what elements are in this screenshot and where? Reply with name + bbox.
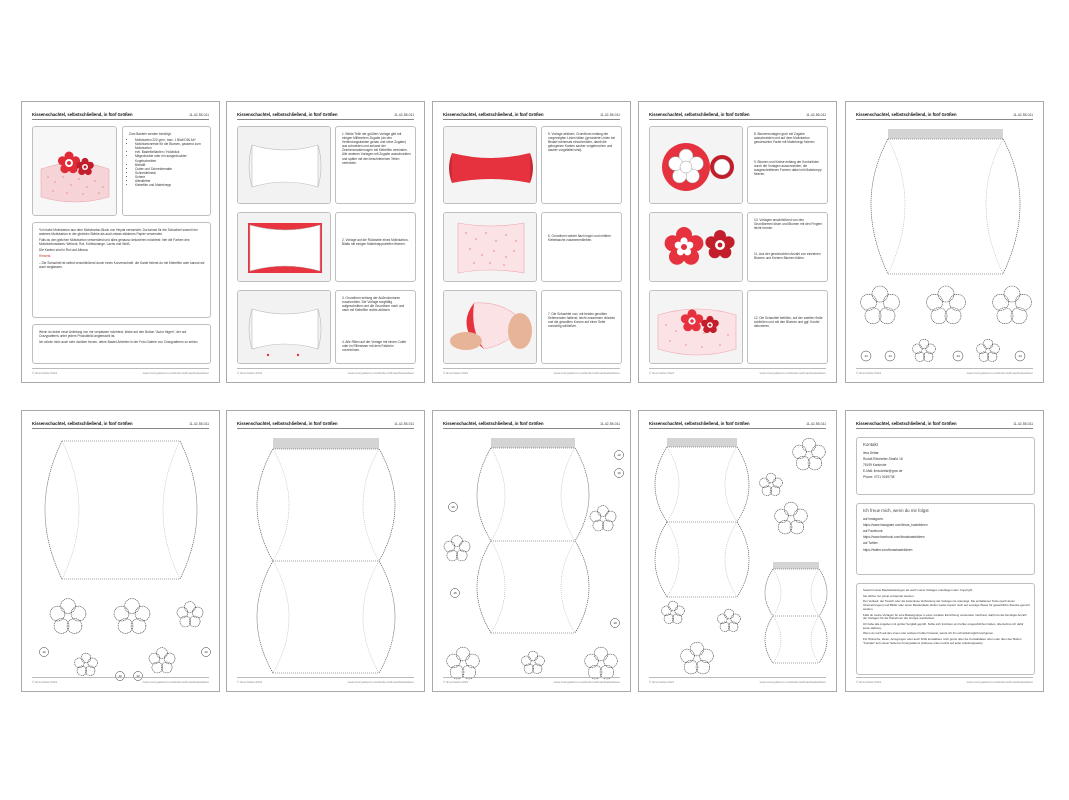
box-step-text-7 [541,290,622,364]
size-badge: 12 [42,650,46,654]
contact-line: Rudolf-Reichelter-Straße 16 [863,457,903,462]
list-item: • Motivkartonreste für die Blumen, passend zum Motivkarton [135,142,206,150]
page-1-materials [21,101,220,383]
page-code: 11-42-55-011 [1013,113,1033,117]
pillow-box-template-medium [433,411,631,692]
page-title: Kissenschachtel, selbstschließend, in fünf Größen [237,421,338,426]
contact-line: Ilma Dettar [863,451,879,456]
size-badge: 10 [613,621,617,625]
page-title: Kissenschachtel, selbstschließend, in fünf Größen [649,112,750,117]
box-step-photo-10 [649,212,743,282]
page-6-template [21,410,220,692]
page-3-steps [432,101,631,383]
page-10-contact [845,410,1044,692]
legal-line: Ich habe alle Angaben mit großer Sorgfalt geprüft. Sollte sich trotzdem ein Fehler eingeschlichen haben, übernehme ich dafür keine Haftung. [863,621,1024,630]
box-step-text-6 [541,212,622,282]
footer-url: www.crazypatterns.net/de/items/ilmas/bastelideen [759,371,826,375]
note-line: Die Kanten sind in Rot und Altrosa. [39,248,89,253]
page-code: 11-42-55-011 [806,113,826,117]
footer-url: www.crazypatterns.net/de/items/ilmas/bastelideen [759,680,826,684]
legal-line: Sowohl meine Bastelanleitungen als auch meine Vorlagen unterliegen dem Copyright. [863,588,973,592]
page-code: 11-42-55-011 [394,422,414,426]
footer-copyright: © Ilma Dettar 2021 [237,680,263,684]
size-badge: 14 [956,354,960,358]
note-line: Falls du den gleichen Motivkarton verwendest und alles genauso dekorieren möchtest: hier die Farben des Motivkartonsatzes: Weinrot, Rot, Kürbisorange, Lachs und Weiß. [39,238,190,247]
page-title: Kissenschachtel, selbstschließend, in fünf Größen [32,112,133,117]
step-text: 10. Vorlagen anschließend von den Grundformen lösen und Blumen mit den Fingern leicht formen. [754,218,823,231]
box-step-text-12 [747,290,828,364]
hint-title: Hinweis: [39,254,52,259]
box-step-photo-5 [443,126,537,204]
footer-copyright: © Ilma Dettar 2021 [237,371,263,375]
legal-line: Für Wünsche, Ideen, Anregungen oder auch Kritik kontaktiere mich gerne über die Kontaktdaten oben oder über den Button "Kontakt" auf meiner Seite bei Crazypatterns (Adresse unten rechts auf jeder Anleitungsseite). [863,637,1022,645]
box-step-text-3 [335,290,416,364]
box-step-photo-2 [237,212,331,282]
step-text: 4. Alle Rillen auf der Vorlage mit einem Cutter oder im Rillmesser mit dem Falzbein vorzeichnen. [342,340,407,353]
page-2-steps [226,101,425,383]
box-step-photo-6 [443,212,537,282]
box-step-photo-7 [443,290,537,364]
page-title: Kissenschachtel, selbstschließend, in fünf Größen [856,421,957,426]
facebook-link[interactable]: https://www.facebook.com/ilmasbastelideen [863,535,925,540]
page-code: 11-42-55-011 [1013,422,1033,426]
box-step-text-1 [335,126,416,204]
step-text: 3. Grundform entlang der Außenkonturen zuschneiden. Die Vorlage sorgfältig aufgeschnitten und die Grundform nach und nach mit Klebefilm rechts ablösen. [342,296,405,313]
box-closing [32,324,211,364]
list-item: • Schneidelineal [135,171,206,175]
header-rule [237,119,414,120]
twitter-link[interactable]: https://twitter.com/ilmasbastelideen [863,547,913,552]
list-item: • Mitgedruckte oder ein ausgedruckter Kugelschreiber [135,154,206,162]
hands-closing-box-photo [444,291,537,364]
closing-line: Ich würde mich auch sehr darüber freuen, deine Bastel-Arbeiten in der Foto-Galerie von Crazypatterns zu sehen. [39,340,199,345]
template-on-card-photo [238,213,331,282]
instagram-link[interactable]: https://www.instagram.com/ilmas_bastelideen [863,523,928,528]
footer-url: www.crazypatterns.net/de/items/ilmas/bastelideen [966,680,1033,684]
size-badge: 12 [204,650,208,654]
footer-copyright: © Ilma Dettar 2021 [443,680,469,684]
footer-rule [237,677,414,678]
page-title: Kissenschachtel, selbstschließend, in fünf Größen [32,421,133,426]
legal-line: Wenn du mich auf den einen oder anderen Fehler hinweist, werde ich ihn schnellstmöglich korrigieren. [863,631,994,636]
pillow-box-template [22,411,220,692]
size-badge: 14 [888,354,892,358]
pillow-box-photo [33,127,117,216]
materials-intro: Zum Basteln werden benötigt: [129,132,172,136]
box-social [856,503,1035,575]
step-text: 8. Blumenvorlagen grob mit Zugabe ausschneiden und auf dem Motivkarton gewünschter Farbe mit Malerkrepp fixieren. [754,132,816,145]
page-7-template [226,410,425,692]
step-text: 2. Vorlage auf die Rückseite eines Motivkarton-Blatts mit einigen Malerkreppstreifen fixieren. [342,238,409,247]
social-line: auf Instagram: [863,517,884,522]
social-line: auf Facebook: [863,529,884,534]
footer-copyright: © Ilma Dettar 2021 [32,680,58,684]
page-code: 11-42-55-011 [806,422,826,426]
contact-heading: Kontakt [863,442,878,447]
hint-text: – Die Schachtel ist selbst verschließend durch einen Kurvenschnitt, die Kante fixierst du mit Klebefilm oder kannst sie auch weglassen. [39,260,205,269]
step-text: 5. Vorlage ablösen. Grundform entlang der vorgezeigten Linien falten (gerundete Linien bei Bedarf mehrmals einschneiden, damit die gebogenen Kanten sauber vorgebrochen und sauber vorgefaltet sind). [548,132,616,153]
page-code: 11-42-55-011 [600,422,620,426]
materials-list [129,138,206,187]
box-step-photo-3 [237,290,331,364]
contact-phone: Phone: 0721 9249738 [863,475,895,480]
footer-url: www.crazypatterns.net/de/items/ilmas/bastelideen [553,371,620,375]
footer-url: www.crazypatterns.net/de/items/ilmas/bastelideen [142,680,209,684]
list-item: • Schere [135,175,206,179]
footer-copyright: © Ilma Dettar 2021 [32,371,58,375]
contact-line: 76199 Karlsruhe [863,463,887,468]
header-rule [856,428,1033,429]
page-title: Kissenschachtel, selbstschließend, in fünf Größen [856,112,957,117]
size-badge: 10 [617,471,621,475]
footer-rule [32,677,209,678]
header-rule [443,119,620,120]
step-text: 11. Aus der gewünschten Anzahl von einzelnen Blumen und Kreisen Blumen bilden. [754,252,821,261]
template-photo [238,127,331,204]
list-item: • evtl. Bastelbrillanten / Holzbäck [135,150,206,154]
flower-outlines [846,102,1044,383]
step-text: 1. Beide Teile der größten Vorlage gibt mit einigen Millimetern Zugabe (an den Verbindungskanten genau und ohne Zugabe) aus schneiden und anhand der Zeichenmarkierungen mit Klebefilm verbinden. Alle anderen Vorlagen mit Zugabe ausschneiden und später mit den beschriebenen Teilen verbinden. [342,132,411,165]
closing-line: Wenn du keine neue Anleitung von mir verpassen möchtest, klicke auf den Button "Autor folgen", der auf Crazypatterns unter jedem Produktbild angebracht ist. [39,330,187,339]
cutout-photo [238,291,331,364]
list-item: • Motivkarton 220 g/m², max. 1 Blatt DIN A4* [135,138,206,142]
red-flowers-photo [650,213,743,282]
footer-url: www.crazypatterns.net/de/items/ilmas/bastelideen [142,371,209,375]
legal-line: Sie dürfen nur privat verwendet werden. [863,593,915,598]
page-code: 11-42-55-011 [189,113,209,117]
page-4-steps [638,101,837,383]
size-badge: 12 [118,674,122,678]
page-9-template [638,410,837,692]
footer-url: www.crazypatterns.net/de/items/ilmas/bastelideen [966,371,1033,375]
footer-rule [443,677,620,678]
footer-rule [856,368,1033,369]
box-step-text-2 [335,212,416,282]
size-badge: 10 [451,505,455,509]
footer-url: www.crazypatterns.net/de/items/ilmas/bastelideen [553,680,620,684]
box-photo [32,126,117,216]
size-badge: 14 [1018,354,1022,358]
box-step-photo-12 [649,290,743,364]
box-step-text-10 [747,212,828,282]
box-step-text-5 [541,126,622,204]
size-badge: 10 [617,453,621,457]
box-step-photo-8 [649,126,743,204]
footer-url: www.crazypatterns.net/de/items/ilmas/bastelideen [347,371,414,375]
pillow-box-template-large [227,411,425,692]
pillow-box-templates-small [639,411,837,692]
box-step-photo-1 [237,126,331,204]
red-cutout-photo [444,127,537,204]
footer-copyright: © Ilma Dettar 2021 [856,680,882,684]
dotted-box-photo [444,213,537,282]
page-title: Kissenschachtel, selbstschließend, in fünf Größen [649,421,750,426]
size-badge: 12 [136,674,140,678]
step-text: 6. Grundform wieder flach legen und mittlere Klebelasche zusammenkleben. [548,234,611,243]
header-rule [649,119,826,120]
footer-copyright: © Ilma Dettar 2021 [649,371,675,375]
list-item: • Klebefilm und Malerkrepp [135,183,206,187]
flower-template-photo [650,127,743,204]
header-rule [32,119,209,120]
step-text: 12. Die Schachtel befüllen, auf der zweiten Seite schließen und mit den Blumen und ggf. Kordel dekorieren. [754,316,823,329]
box-contact [856,437,1035,495]
size-badge: 14 [864,354,868,358]
social-heading: Ich freue mich, wenn du mir folgst [863,508,929,513]
footer-copyright: © Ilma Dettar 2021 [443,371,469,375]
box-materials [122,126,211,216]
list-item: • Bleistift [135,163,206,167]
footer-rule [443,368,620,369]
page-title: Kissenschachtel, selbstschließend, in fünf Größen [237,112,338,117]
footer-rule [649,368,826,369]
footer-copyright: © Ilma Dettar 2021 [856,371,882,375]
page-8-template [432,410,631,692]
footer-url: www.crazypatterns.net/de/items/ilmas/bastelideen [347,680,414,684]
legal-line: Falls du meine Vorlagen für eine Bastelgruppe in einer sozialen Einrichtung verwenden möchtest, darfst du die benötigte Anzahl der Vorlagen für die Teilnehmer der Gruppe ausdrucken. [863,612,1027,621]
page-code: 11-42-55-011 [394,113,414,117]
list-item: • Alleskleber [135,179,206,183]
footer-rule [237,368,414,369]
page-code: 11-42-55-011 [189,422,209,426]
footer-rule [649,677,826,678]
legal-line: Der Verkauf, der Tausch oder die kostenlose Verbreitung der Vorlagen ist untersagt. Die enthaltenen Texte (auch deren Übersetzungen) und Bilder oder deren Bestandteile dürfen weder kopiert noch auf sonstige Weise für gewerbliche Zwecke genutzt werden. [863,599,1030,611]
list-item: • Cutter und Schneidematte [135,167,206,171]
page-5-template [845,101,1044,383]
footer-copyright: © Ilma Dettar 2021 [649,680,675,684]
box-legal [856,583,1035,675]
footer-rule [32,368,209,369]
box-step-text-8 [747,126,828,204]
social-line: auf Twitter: [863,541,879,546]
page-title: Kissenschachtel, selbstschließend, in fünf Größen [443,421,544,426]
step-text: 9. Blumen und Kreise entlang der Konturlinien durch die Vorlagen ausschneiden, die ausgeschnittenen Formen dabei mit Malerkrepp fixieren. [754,160,822,177]
page-title: Kissenschachtel, selbstschließend, in fünf Größen [443,112,544,117]
note-line: *Ich habe Motivkarton aus dem Motivkarton-Block von Heyda verwendet. Da kannst für die Schachtel sowohl ein anderes Motivkarton in der gleichen Stärke als auch etwas stärkeres Papier verwenden. [39,228,198,237]
finished-box-photo [650,291,743,364]
footer-rule [856,677,1033,678]
contact-email: E-Mail: ilma.dettar@gmx.de [863,469,903,474]
box-notes [32,222,211,318]
size-badge: 16 [453,591,457,595]
step-text: 7. Die Schachtel nun, mit beiden gerollten Seitenenden haltend, leicht zusammen drücken und die gewollten Kurven auf einer Seite vorsichtig schließen. [548,312,616,329]
page-code: 11-42-55-011 [600,113,620,117]
